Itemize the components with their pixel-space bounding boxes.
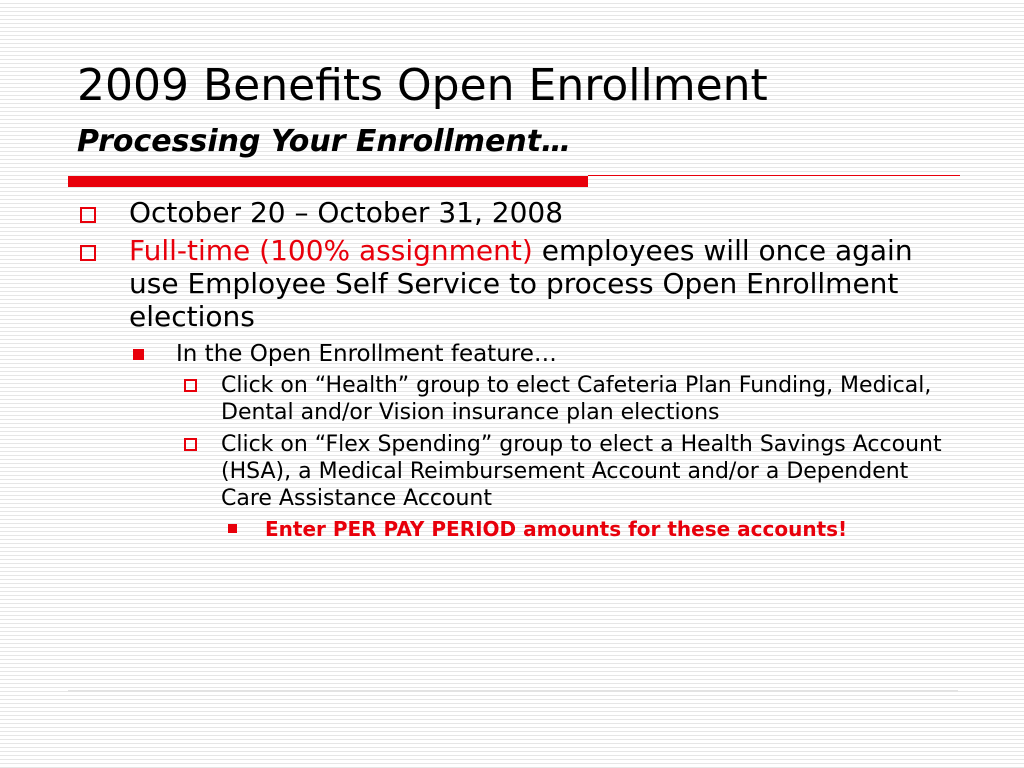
footer-divider <box>68 690 958 692</box>
title-underline-thin <box>588 175 960 176</box>
bullet-dates-text: October 20 – October 31, 2008 <box>129 196 564 229</box>
bullet-note <box>76 517 885 541</box>
bullet-note-text: Enter PER PAY PERIOD amounts for these accounts! <box>265 517 848 541</box>
hollow-square-bullet-icon <box>184 438 197 451</box>
bullet-health-text: Click on “Health” group to elect Cafeteria Plan Funding, Medical, Dental and/or Vision insurance plan elections <box>221 373 932 425</box>
bullet-dates <box>76 196 956 229</box>
slide-title: 2009 Benefits Open Enrollment <box>77 60 768 111</box>
bullet-health <box>76 372 961 426</box>
hollow-square-bullet-icon <box>184 379 197 392</box>
hollow-square-bullet-icon <box>80 245 96 261</box>
solid-square-bullet-icon <box>228 524 237 533</box>
bullet-list <box>76 196 956 541</box>
hollow-square-bullet-icon <box>80 207 96 223</box>
bullet-flex <box>76 431 961 512</box>
title-underline-bar <box>68 176 588 187</box>
bullet-flex-text: Click on “Flex Spending” group to elect a Health Savings Account (HSA), a Medical Reimbursement Account and/or a Dependent Care Assistance Account <box>221 432 942 511</box>
bullet-feature <box>76 339 956 369</box>
slide-subtitle: Processing Your Enrollment… <box>77 124 572 159</box>
solid-square-bullet-icon <box>133 349 144 360</box>
bullet-feature-text: In the Open Enrollment feature… <box>176 341 557 367</box>
bullet-fulltime-highlight: Full-time (100% assignment) <box>129 234 533 267</box>
bullet-fulltime-text: employees will once again use Employee Self Service to process Open Enrollment elections <box>129 234 913 333</box>
bullet-fulltime <box>76 234 956 333</box>
